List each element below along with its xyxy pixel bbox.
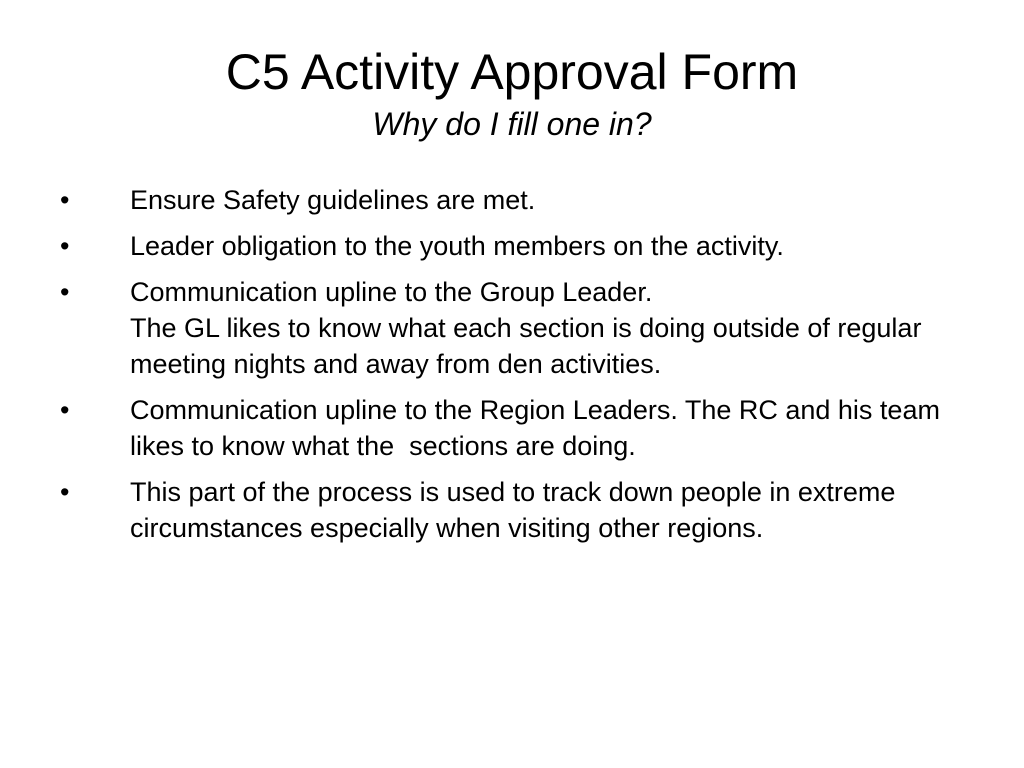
bullet-text: Communication upline to the Group Leader. The GL likes to know what each section is doing outside of regular meeting nights and away from den activities.: [130, 277, 922, 379]
bullet-text: Leader obligation to the youth members on the activity.: [130, 231, 784, 261]
slide-subtitle: Why do I fill one in?: [372, 106, 652, 142]
bullet-icon: •: [60, 477, 70, 507]
bullet-item: [60, 228, 990, 264]
title-block: [0, 40, 1024, 144]
bullet-item: [60, 474, 990, 546]
bullet-list: [60, 182, 990, 556]
bullet-icon: •: [60, 395, 70, 425]
bullet-item: [60, 392, 990, 464]
bullet-item: [60, 182, 990, 218]
bullet-text: Communication upline to the Region Leaders. The RC and his team likes to know what the sections are doing.: [130, 395, 948, 461]
bullet-item: [60, 274, 990, 382]
bullet-text: Ensure Safety guidelines are met.: [130, 185, 536, 215]
bullet-icon: •: [60, 185, 70, 215]
slide-title: C5 Activity Approval Form: [225, 44, 799, 100]
bullet-icon: •: [60, 231, 70, 261]
bullet-icon: •: [60, 277, 70, 307]
bullet-text: This part of the process is used to track down people in extreme circumstances especially when visiting other regions.: [130, 477, 903, 543]
